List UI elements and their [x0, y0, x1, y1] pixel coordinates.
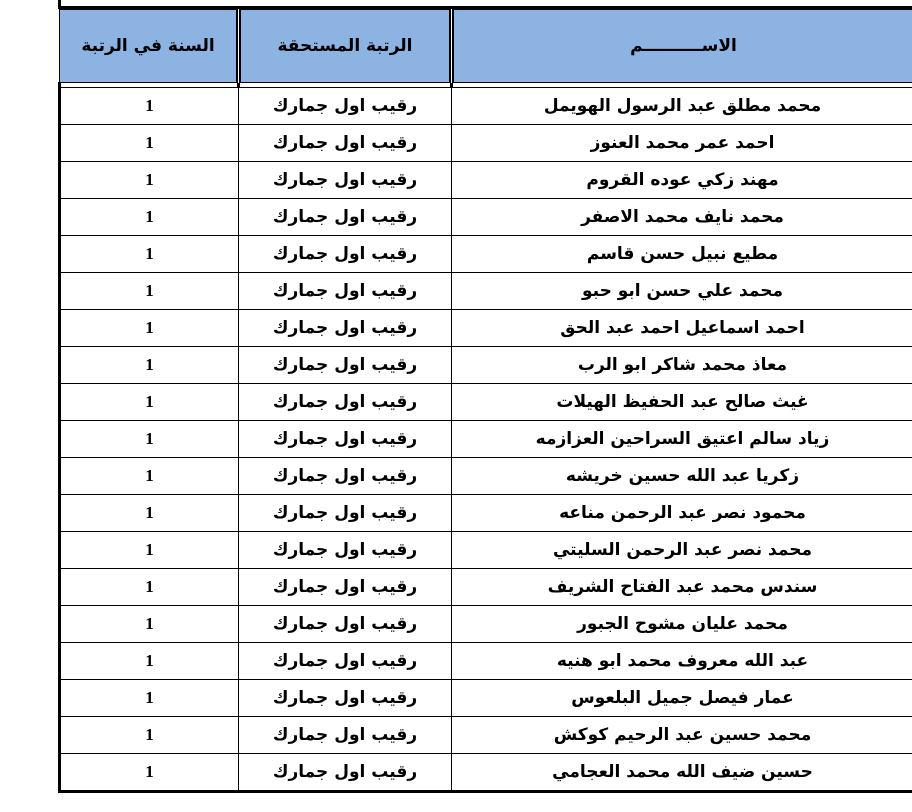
entitled-rank-cell[interactable]: رقيب اول جمارك: [239, 162, 452, 199]
year-in-rank-cell[interactable]: 1: [60, 347, 239, 384]
year-in-rank-cell[interactable]: 1: [60, 421, 239, 458]
entitled-rank-cell[interactable]: رقيب اول جمارك: [239, 458, 452, 495]
year-in-rank-cell[interactable]: 1: [60, 680, 239, 717]
header-entitled-rank[interactable]: الرتبة المستحقة: [239, 10, 452, 83]
header-name[interactable]: الاســــــــــم: [452, 10, 912, 83]
entitled-rank-cell[interactable]: رقيب اول جمارك: [239, 384, 452, 421]
table-row: [60, 162, 912, 199]
table-row: [60, 421, 912, 458]
name-cell[interactable]: محمد نصر عبد الرحمن السليتي: [452, 532, 912, 569]
year-in-rank-cell[interactable]: 1: [60, 88, 239, 125]
name-cell[interactable]: معاذ محمد شاكر ابو الرب: [452, 347, 912, 384]
entitled-rank-cell[interactable]: رقيب اول جمارك: [239, 88, 452, 125]
table-row: [60, 458, 912, 495]
year-in-rank-cell[interactable]: 1: [60, 310, 239, 347]
year-in-rank-cell[interactable]: 1: [60, 495, 239, 532]
name-cell[interactable]: عمار فيصل جميل البلعوس: [452, 680, 912, 717]
entitled-rank-cell[interactable]: رقيب اول جمارك: [239, 199, 452, 236]
table-row: [60, 273, 912, 310]
year-in-rank-cell[interactable]: 1: [60, 606, 239, 643]
year-in-rank-cell[interactable]: 1: [60, 643, 239, 680]
entitled-rank-cell[interactable]: رقيب اول جمارك: [239, 347, 452, 384]
table-row: [60, 532, 912, 569]
entitled-rank-cell[interactable]: رقيب اول جمارك: [239, 421, 452, 458]
year-in-rank-cell[interactable]: 1: [60, 458, 239, 495]
name-cell[interactable]: احمد اسماعيل احمد عبد الحق: [452, 310, 912, 347]
table-row: [60, 125, 912, 162]
year-in-rank-cell[interactable]: 1: [60, 273, 239, 310]
year-in-rank-cell[interactable]: 1: [60, 162, 239, 199]
table-row: [60, 199, 912, 236]
name-cell[interactable]: محمد مطلق عبد الرسول الهويمل: [452, 88, 912, 125]
name-cell[interactable]: محمود نصر عبد الرحمن مناعه: [452, 495, 912, 532]
name-cell[interactable]: مطيع نبيل حسن قاسم: [452, 236, 912, 273]
entitled-rank-cell[interactable]: رقيب اول جمارك: [239, 273, 452, 310]
entitled-rank-cell[interactable]: رقيب اول جمارك: [239, 236, 452, 273]
entitled-rank-cell[interactable]: رقيب اول جمارك: [239, 310, 452, 347]
table-row: [60, 569, 912, 606]
personnel-table: [58, 9, 912, 793]
name-cell[interactable]: مهند زكي عوده القروم: [452, 162, 912, 199]
entitled-rank-cell[interactable]: رقيب اول جمارك: [239, 495, 452, 532]
name-cell[interactable]: زكريا عبد الله حسين خريشه: [452, 458, 912, 495]
year-in-rank-cell[interactable]: 1: [60, 199, 239, 236]
year-in-rank-cell[interactable]: 1: [60, 754, 239, 792]
entitled-rank-cell[interactable]: رقيب اول جمارك: [239, 643, 452, 680]
entitled-rank-cell[interactable]: رقيب اول جمارك: [239, 125, 452, 162]
name-cell[interactable]: محمد علي حسن ابو حبو: [452, 273, 912, 310]
table-row: [60, 347, 912, 384]
entitled-rank-cell[interactable]: رقيب اول جمارك: [239, 717, 452, 754]
name-cell[interactable]: محمد نايف محمد الاصفر: [452, 199, 912, 236]
entitled-rank-cell[interactable]: رقيب اول جمارك: [239, 680, 452, 717]
year-in-rank-cell[interactable]: 1: [60, 532, 239, 569]
table-row: [60, 384, 912, 421]
entitled-rank-cell[interactable]: رقيب اول جمارك: [239, 532, 452, 569]
table-row: [60, 717, 912, 754]
header-row: [60, 10, 912, 83]
name-cell[interactable]: غيث صالح عبد الحفيظ الهيلات: [452, 384, 912, 421]
year-in-rank-cell[interactable]: 1: [60, 236, 239, 273]
year-in-rank-cell[interactable]: 1: [60, 384, 239, 421]
table-row: [60, 643, 912, 680]
table-row: [60, 680, 912, 717]
name-cell[interactable]: احمد عمر محمد العنوز: [452, 125, 912, 162]
table-row: [60, 754, 912, 792]
entitled-rank-cell[interactable]: رقيب اول جمارك: [239, 754, 452, 792]
name-cell[interactable]: محمد عليان مشوح الجبور: [452, 606, 912, 643]
header-year-in-rank[interactable]: السنة في الرتبة: [60, 10, 239, 83]
name-cell[interactable]: زياد سالم اعتيق السراحين العزازمه: [452, 421, 912, 458]
table-row: [60, 606, 912, 643]
name-cell[interactable]: محمد حسين عبد الرحيم كوكش: [452, 717, 912, 754]
year-in-rank-cell[interactable]: 1: [60, 717, 239, 754]
name-cell[interactable]: حسين ضيف الله محمد العجامي: [452, 754, 912, 792]
year-in-rank-cell[interactable]: 1: [60, 125, 239, 162]
name-cell[interactable]: عبد الله معروف محمد ابو هنيه: [452, 643, 912, 680]
year-in-rank-cell[interactable]: 1: [60, 569, 239, 606]
table-row: [60, 236, 912, 273]
table-row: [60, 495, 912, 532]
previous-rows-edge: [58, 0, 912, 9]
entitled-rank-cell[interactable]: رقيب اول جمارك: [239, 606, 452, 643]
table-row: [60, 310, 912, 347]
table-row: [60, 88, 912, 125]
entitled-rank-cell[interactable]: رقيب اول جمارك: [239, 569, 452, 606]
name-cell[interactable]: سندس محمد عبد الفتاح الشريف: [452, 569, 912, 606]
